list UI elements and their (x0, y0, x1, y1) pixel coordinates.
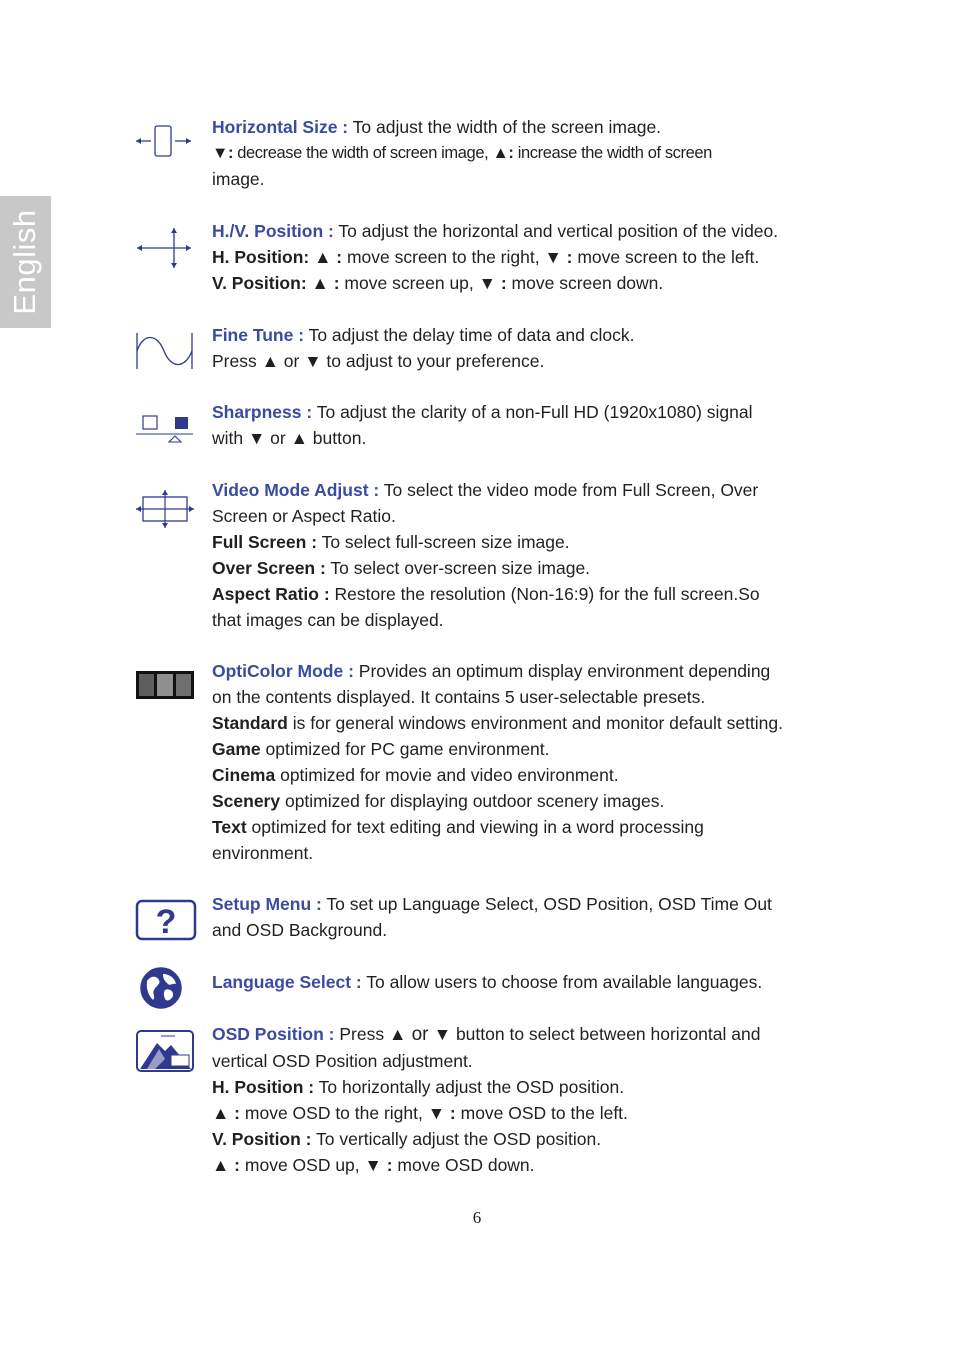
video-mode-heading: Video Mode Adjust : (212, 480, 380, 500)
game-label: Game (212, 739, 261, 759)
up-triangle-icon: ▲ : (311, 273, 340, 293)
standard-desc: is for general windows environment and monitor default setting. (287, 713, 783, 733)
up-triangle-icon: ▲ (261, 351, 279, 371)
up-triangle-icon: ▲ (388, 1024, 407, 1044)
standard-label: Standard (212, 713, 288, 733)
or-text: or (406, 1024, 434, 1045)
language-select-heading: Language Select : (212, 972, 362, 992)
h-position-left-desc: move screen to the left. (572, 247, 760, 267)
down-triangle-icon: ▼ (247, 428, 266, 448)
over-screen-label: Over Screen : (212, 558, 326, 578)
osd-right-desc: move OSD to the right, (240, 1103, 428, 1123)
h-position-label: H. Position: (212, 247, 310, 267)
osd-position-heading: OSD Position : (212, 1024, 335, 1044)
language-globe-icon (139, 966, 183, 1010)
video-mode-desc2: Screen or Aspect Ratio. (212, 506, 396, 526)
question-mark-icon: ? (155, 903, 177, 941)
video-mode-desc: To select the video mode from Full Screen, Over (379, 480, 759, 500)
opticolor-desc2: on the contents displayed. It contains 5 user-selectable presets. (212, 687, 706, 707)
fine-tune-heading: Fine Tune : (212, 325, 305, 345)
osd-v-position-label: V. Position : (212, 1129, 312, 1149)
sharpness-text (212, 399, 827, 451)
hv-position-heading: H./V. Position : (212, 221, 334, 241)
down-triangle-icon: ▼ (433, 1024, 452, 1044)
or-text: or (265, 428, 291, 448)
v-position-up-desc: move screen up, (339, 273, 479, 293)
aspect-ratio-desc: Restore the resolution (Non-16:9) for the full screen.So (329, 584, 760, 604)
fine-tune-desc: To adjust the delay time of data and clock. (304, 325, 635, 345)
down-triangle-icon: ▼ : (478, 273, 507, 293)
osd-h-position-label: H. Position : (212, 1077, 315, 1097)
with-text: with (212, 428, 248, 448)
horizontal-size-icon (135, 122, 193, 160)
fine-tune-icon (135, 331, 195, 371)
osd-position-text (212, 1021, 827, 1178)
setup-menu-heading: Setup Menu : (212, 894, 322, 914)
game-desc: optimized for PC game environment. (260, 739, 550, 759)
h-position-right-desc: move screen to the right, (342, 247, 545, 267)
horizontal-size-desc: To adjust the width of the screen image. (348, 117, 662, 137)
down-triangle-icon: ▼ (304, 351, 322, 371)
osd-v-position-desc: To vertically adjust the OSD position. (311, 1129, 602, 1149)
up-triangle-icon: ▲ (290, 428, 308, 448)
opticolor-text (212, 658, 827, 866)
setup-menu-icon (135, 899, 197, 941)
hv-position-text (212, 218, 827, 296)
horizontal-size-tail: image. (212, 169, 265, 189)
sharpness-desc: To adjust the clarity of a non-Full HD (1920x1080) signal (312, 402, 753, 422)
osd-left-desc: move OSD to the left. (455, 1103, 628, 1123)
aspect-ratio-desc2: that images can be displayed. (212, 610, 444, 630)
down-triangle-icon: ▼ : (427, 1103, 456, 1123)
language-select-text (212, 969, 827, 995)
osd-h-position-desc: To horizontally adjust the OSD position. (314, 1077, 625, 1097)
colon: : (508, 144, 514, 162)
osd-position-desc: button to select between horizontal and (451, 1024, 761, 1044)
fine-tune-tail: to adjust to your preference. (321, 351, 545, 371)
or-text: or (278, 351, 305, 371)
setup-menu-text (212, 891, 827, 943)
full-screen-desc: To select full-screen size image. (317, 532, 570, 552)
cinema-desc: optimized for movie and video environment. (275, 765, 619, 785)
up-triangle-icon: ▲ : (314, 247, 343, 267)
press-text: Press (334, 1024, 389, 1044)
video-mode-text (212, 477, 827, 633)
osd-up-desc: move OSD up, (240, 1155, 365, 1175)
up-triangle-icon: ▲ : (212, 1103, 241, 1123)
fine-tune-text (212, 322, 827, 374)
osd-down-desc: move OSD down. (392, 1155, 535, 1175)
language-side-tab-label: English (7, 209, 42, 315)
v-position-down-desc: move screen down. (506, 273, 664, 293)
page-number: 6 (472, 1208, 482, 1227)
sharpness-icon (135, 412, 195, 444)
opticolor-heading: OptiColor Mode : (212, 661, 354, 681)
scenery-label: Scenery (212, 791, 281, 811)
decrease-width-desc: decrease the width of screen image, (233, 144, 493, 162)
text-desc2: environment. (212, 843, 314, 863)
text-label: Text (212, 817, 247, 837)
hv-position-desc: To adjust the horizontal and vertical position of the video. (333, 221, 779, 241)
setup-menu-desc: To set up Language Select, OSD Position, OSD Time Out (321, 894, 772, 914)
scenery-desc: optimized for displaying outdoor scenery images. (280, 791, 665, 811)
down-triangle-icon: ▼ : (364, 1155, 393, 1175)
language-side-tab (0, 196, 51, 328)
language-select-desc: To allow users to choose from available languages. (361, 972, 763, 992)
v-position-label: V. Position: (212, 273, 307, 293)
down-triangle-icon: ▼ : (544, 247, 573, 267)
sharpness-tail: button. (307, 428, 367, 448)
cinema-label: Cinema (212, 765, 276, 785)
hv-position-icon (135, 226, 193, 270)
horizontal-size-text (212, 114, 827, 192)
video-mode-icon (135, 489, 195, 529)
up-triangle-icon: ▲ : (212, 1155, 241, 1175)
sharpness-heading: Sharpness : (212, 402, 313, 422)
increase-width-desc: increase the width of screen (513, 144, 712, 162)
osd-position-icon (135, 1029, 195, 1073)
setup-menu-desc2: and OSD Background. (212, 920, 388, 940)
full-screen-label: Full Screen : (212, 532, 318, 552)
colon: : (227, 144, 234, 162)
press-text: Press (212, 351, 262, 371)
osd-position-desc2: vertical OSD Position adjustment. (212, 1051, 473, 1071)
down-triangle-icon: ▼ (212, 144, 228, 162)
opticolor-mode-icon (135, 670, 195, 700)
aspect-ratio-label: Aspect Ratio : (212, 584, 330, 604)
opticolor-desc: Provides an optimum display environment depending (353, 661, 771, 681)
over-screen-desc: To select over-screen size image. (325, 558, 591, 578)
up-triangle-icon: ▲ (492, 144, 509, 162)
text-desc: optimized for text editing and viewing in a word processing (246, 817, 704, 837)
horizontal-size-heading: Horizontal Size : (212, 117, 349, 137)
